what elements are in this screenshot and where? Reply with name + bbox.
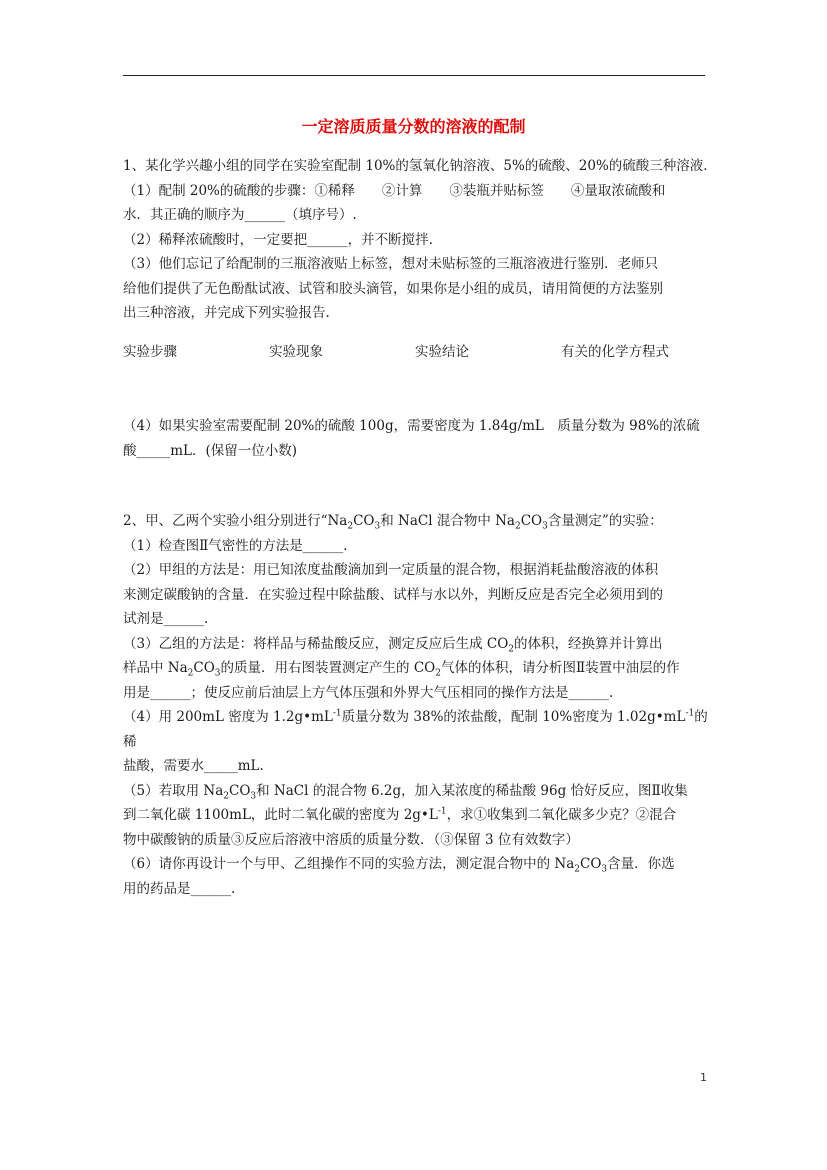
q1-part1-line1: （1）配制 20%的硫酸的步骤：①稀释 ②计算 ③装瓶并贴标签 ④量取浓硫酸和: [123, 182, 666, 199]
q2-part5-line2: 到二氧化碳 1100mL，此时二氧化碳的密度为 $2g•L^{-1}$，求①收集到二氧化碳多少克？②混合: [123, 806, 677, 823]
document-body: [123, 154, 708, 901]
document-title: 一定溶质质量分数的溶液的配制: [301, 117, 526, 136]
q2-part3-line3: 用是______；使反应前后油层上方气体压强和外界大气压相同的操作方法是______.: [123, 684, 614, 701]
q1-part3-line2: 给他们提供了无色酚酞试液、试管和胶头滴管，如果你是小组的成员，请用简便的方法鉴别: [123, 280, 663, 297]
q2-part6-line2: 用的药品是______.: [123, 880, 236, 897]
header-rule: [123, 75, 705, 76]
q2-stem: 2、甲、乙两个实验小组分别进行“$Na_2CO_3$和 NaCl 混合物中 $Na_2CO_3$含量测定”的实验：: [123, 513, 663, 532]
report-header-phenomena: 实验现象: [269, 343, 323, 360]
page-number: 1: [700, 1071, 707, 1084]
q1-part1-line2: 水．其正确的顺序为______（填序号）.: [123, 207, 357, 223]
q2-part3-line2: 样品中 $Na_2CO_3$的质量．用右图装置测定产生的 $CO_2$气体的体积，请分析图Ⅱ装置中油层的作: [123, 660, 680, 679]
q2-part4-line2: 盐酸，需要水_____mL.: [123, 758, 264, 774]
q2-part2-line2: 来测定碳酸钠的含量．在实验过程中除盐酸、试样与水以外，判断反应是否完全必须用到的: [123, 586, 663, 603]
report-header-conclusion: 实验结论: [415, 343, 469, 360]
q1-part3-line1: （3）他们忘记了给配制的三瓶溶液贴上标签，想对未贴标签的三瓶溶液进行鉴别．老师只: [123, 256, 659, 272]
q2-part2-line3: 试剂是______.: [123, 611, 209, 627]
report-table-header: [123, 340, 708, 365]
q1-part3-line3: 出三种溶液，并完成下列实验报告.: [123, 305, 330, 321]
q2-part6-line1: （6）请你再设计一个与甲、乙组操作不同的实验方法，测定混合物中的 $Na_2CO_3$含量．你选: [123, 856, 675, 875]
q1-part2: （2）稀释浓硫酸时，一定要把______，并不断搅拌.: [123, 231, 433, 248]
report-header-steps: 实验步骤: [123, 343, 177, 360]
q2-part2-line1: （2）甲组的方法是：用已知浓度盐酸滴加到一定质量的混合物，根据消耗盐酸溶液的体积: [123, 562, 659, 578]
q2-part4-line1: （4）用 200mL 密度为 $1.2g•mL^{-1}$质量分数为 38%的浓盐酸，配制 10%密度为 $1.02g•mL^{-1}$的稀: [123, 708, 708, 750]
q1-part4-line2: 酸_____mL．(保留一位小数): [123, 442, 298, 459]
q1-part4-line1: （4）如果实验室需要配制 20%的硫酸 100g，需要密度为 1.84g/mL 质量分数为 98%的浓硫: [123, 418, 700, 434]
q2-part5-line3: 物中碳酸钠的质量③反应后溶液中溶质的质量分数．（③保留 3 位有效数字）: [123, 831, 579, 848]
q2-part3-line1: （3）乙组的方法是：将样品与稀盐酸反应，测定反应后生成 $CO_2$的体积，经换算并计算出: [123, 635, 663, 655]
report-header-equation: 有关的化学方程式: [561, 343, 669, 360]
q1-stem: 1、某化学兴趣小组的同学在实验室配制 10%的氢氧化钠溶液、5%的硫酸、20%的硫酸三种溶液.: [123, 158, 708, 174]
q2-part1: （1）检查图Ⅱ气密性的方法是______.: [123, 537, 348, 554]
q2-part5-line1: （5）若取用 $Na_2CO_3$和 NaCl 的混合物 6.2g，加入某浓度的稀盐酸 96g 恰好反应，图Ⅱ收集: [123, 782, 688, 802]
